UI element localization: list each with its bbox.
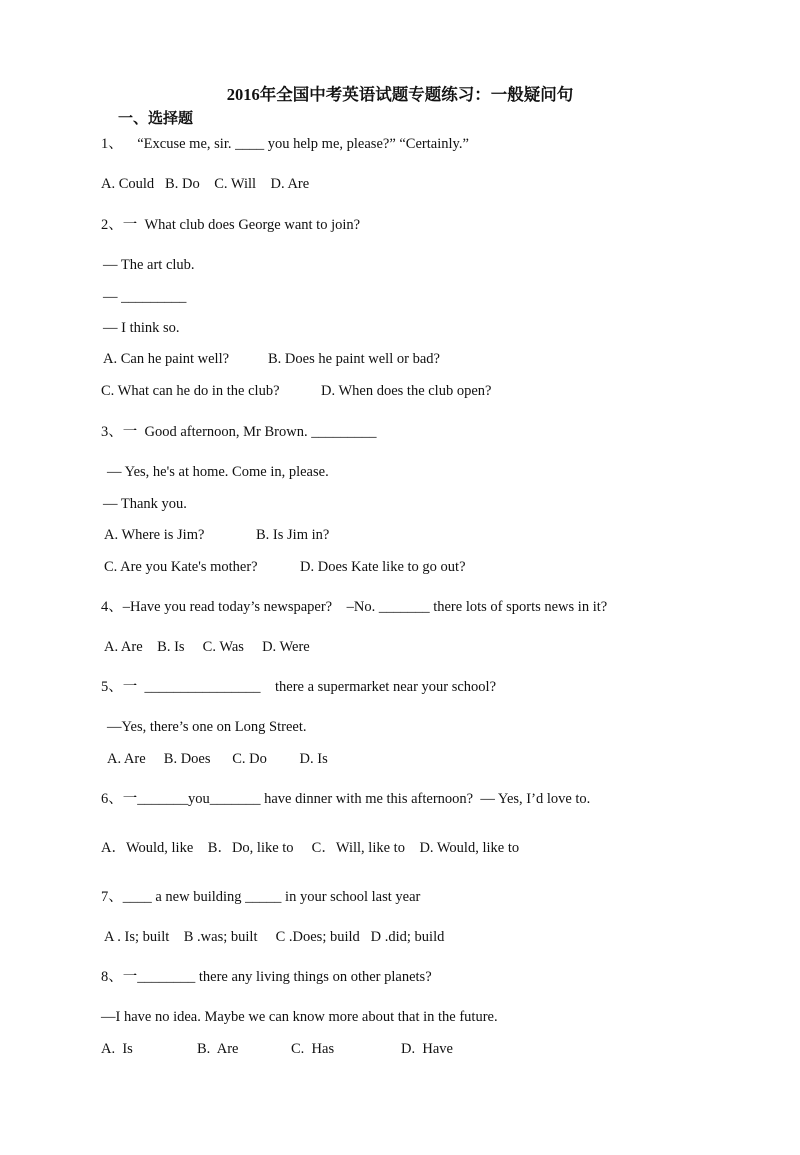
question-6-options: A．Would, like B．Do, like to C．Will, like to D. Would, like to [101, 840, 520, 856]
question-4-text: 4、–Have you read today’s newspaper? –No. _______ there lots of sports news in it? [101, 599, 608, 615]
question-3-dialogue-line: — Thank you. [103, 496, 187, 512]
section-heading: 一、选择题 [118, 111, 194, 127]
question-2-dialogue-line: — I think so. [103, 320, 180, 336]
question-2-dialogue-line: — The art club. [103, 257, 195, 273]
question-3-text: 3、一 Good afternoon, Mr Brown. _________ [101, 424, 377, 440]
question-2-dialogue-line: — _________ [103, 289, 187, 305]
question-8-option-a: A. Is [101, 1041, 133, 1057]
question-5-dialogue-line: —Yes, there’s one on Long Street. [107, 719, 307, 735]
question-7-options: A . Is; built B .was; built C .Does; build D .did; build [104, 929, 445, 945]
question-5-text: 5、一 ________________ there a supermarket near your school? [101, 679, 497, 695]
question-8-text: 8、一________ there any living things on other planets? [101, 969, 432, 985]
question-2-option-a: A. Can he paint well? [103, 351, 230, 367]
question-3-option-c: C. Are you Kate's mother? [104, 559, 258, 575]
question-7-text: 7、____ a new building _____ in your school last year [101, 889, 421, 905]
question-2-text: 2、一 What club does George want to join? [101, 217, 361, 233]
question-4-options: A. Are B. Is C. Was D. Were [104, 639, 310, 655]
question-3-option-b: B. Is Jim in? [256, 527, 330, 543]
question-6-text: 6、一_______you_______ have dinner with me this afternoon? — Yes, I’d love to. [101, 791, 591, 807]
question-8-option-d: D. Have [401, 1041, 453, 1057]
question-1-options: A. Could B. Do C. Will D. Are [101, 176, 310, 192]
question-8-dialogue-line: —I have no idea. Maybe we can know more about that in the future. [101, 1009, 498, 1025]
question-1-text: 1、 “Excuse me, sir. ____ you help me, please?” “Certainly.” [101, 136, 469, 152]
question-3-option-d: D. Does Kate like to go out? [300, 559, 466, 575]
question-3-dialogue-line: — Yes, he's at home. Come in, please. [107, 464, 329, 480]
question-2-option-c: C. What can he do in the club? [101, 383, 280, 399]
question-8-option-c: C. Has [291, 1041, 335, 1057]
question-3-option-a: A. Where is Jim? [104, 527, 205, 543]
question-2-option-b: B. Does he paint well or bad? [268, 351, 440, 367]
question-5-options: A. Are B. Does C. Do D. Is [107, 751, 328, 767]
question-2-option-d: D. When does the club open? [321, 383, 492, 399]
question-8-option-b: B. Are [197, 1041, 239, 1057]
document-title: 2016年全国中考英语试题专题练习：一般疑问句 [226, 85, 574, 104]
